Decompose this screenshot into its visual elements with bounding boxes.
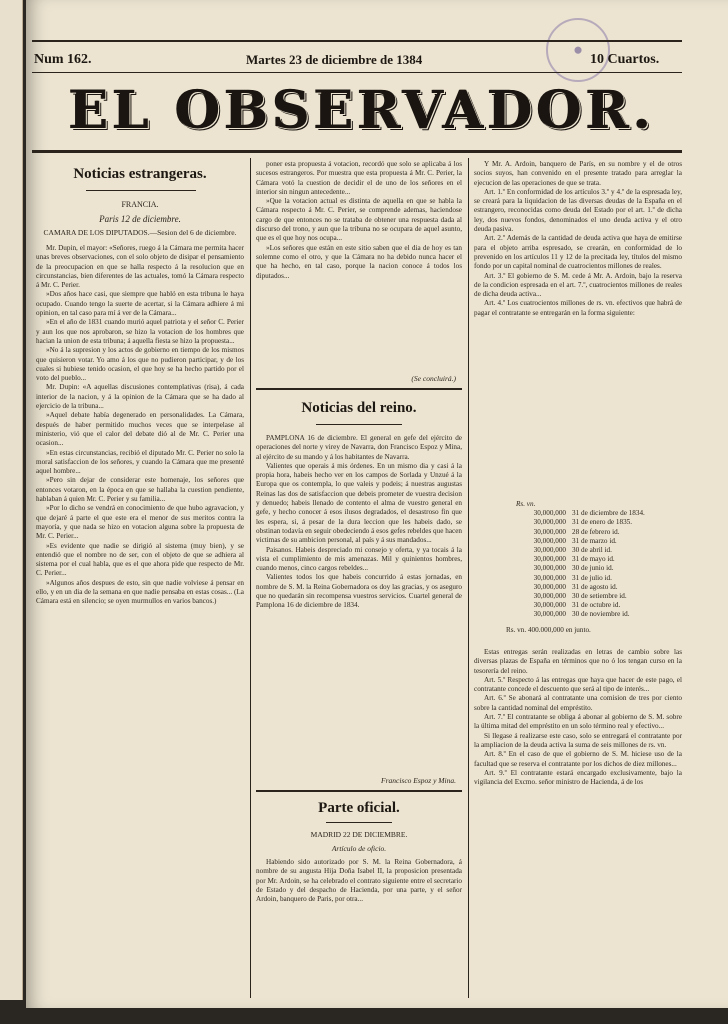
paragraph: Y Mr. A. Ardoin, banquero de París, en su nombre y el de otros socios suyos, han convenido en el presente tratado para arreglar la ejecucion de las operaciones de que se trata. — [474, 160, 682, 187]
library-stamp: ⬤ — [546, 18, 610, 82]
date-cell: 30 de setiembre id. — [572, 592, 627, 601]
issue-date: Martes 23 de diciembre de 1384 — [246, 52, 423, 67]
paragraph: Valientes que operais á mis órdenes. En un mismo dia y casi á la propia hora, habeis hecho ver en los campos de Sorlada y Unzué á la Europa que os contempla, lo que valeis y podeis; á nuestras augustas Reinas las dos de satisfaccion que debeis prometer de vuestra decision y denuedo; habeis llenado de contento el alma de vuestro general en gefe, y hecho conocer á esos ilusos degradados, el desastroso fin que les espera, si, á pesar de la dura leccion que les habeis dado, se obstinan todavía en seguir obedeciendo á esos gefes rebeldes que hacen victimas de su ambicion personal, al país y á sus mandados... — [256, 461, 462, 545]
table-row — [496, 555, 682, 564]
section-official: Parte oficial. — [318, 800, 400, 816]
date-cell: 31 de marzo id. — [572, 536, 617, 545]
paragraph: »Por lo dicho se vendrá en conocimiento de que hubo agravacion, y que dejaré á parte el que este era el menor de sus meritos contra la mayoría, y que nada se hizo en votacion alguna sobre la propuesta de Mr. C. Perier... — [36, 504, 244, 541]
table-row — [496, 592, 682, 601]
header-rule-mid — [32, 72, 682, 73]
table-row — [496, 509, 682, 518]
amount-cell: 30,000,000 — [533, 509, 566, 518]
paragraph: Art. 7.º El contratante se obliga á abonar al gobierno de S. M. sobre la última mitad del empréstito en un solo término real y efectivo... — [474, 713, 682, 731]
header-rule-top — [32, 40, 682, 42]
amount-cell: 30,000,000 — [533, 610, 566, 619]
paragraph: Si llegase á realizarse este caso, solo se entregará el contratante por la ampliacion de la deuda activa la suma de seis millones de rs. vn. — [474, 731, 682, 749]
section-break-rule — [256, 388, 462, 390]
date-cell: 30 de noviembre id. — [572, 610, 630, 619]
table-row — [496, 574, 682, 583]
section-kingdom-rule — [316, 424, 402, 425]
amount-cell: 30,000,000 — [533, 536, 566, 545]
section-foreign-news: Noticias estrangeras. — [73, 166, 207, 182]
foreign-news-body — [36, 244, 244, 1004]
paragraph: Paisanos. Habeis despreciado mi consejo y oferta, y ya tocais á la vista el cumplimiento de mis amenazas. Mil y quinientos hombres, cuando menos, cinco cargos rebeldes... — [256, 545, 462, 573]
amount-cell: 30,000,000 — [533, 582, 566, 591]
paragraph: Art. 1.º En conformidad de los artículos 3.º y 4.º de la espresada ley, se creará para la liquidacion de las diversas deudas de la España en el estrangero, reconocidas como deuda del Estado por el art. 1.º de dicha ley, dos nuevos fondos, denominados el uno deuda activa y el otro deuda pasiva. — [474, 187, 682, 234]
paragraph: »Es evidente que nadie se dirigió al sistema (muy bien), y se entendió que el nombre no de ser, con el objeto de que se adhiera al sistema por el cual habla, que es el que ahora pide que respecto de Mr. C. Perier... — [36, 541, 244, 578]
amount-cell: 30,000,000 — [533, 573, 566, 582]
paragraph: Art. 4.º Los cuatrocientos millones de rs. vn. efectivos que habrá de pagar el contratante se entregarán en la forma siguiente: — [474, 299, 682, 317]
table-header: Rs. vn. — [516, 500, 536, 508]
amount-cell: 30,000,000 — [533, 527, 566, 536]
date-cell: 28 de febrero id. — [572, 527, 620, 536]
issue-price: 10 Cuartos. — [590, 52, 660, 67]
masthead-rule — [32, 150, 682, 153]
kingdom-news-body — [256, 434, 462, 774]
paragraph: »Pero sin dejar de considerar este homenaje, los señores que entonces votaron, en la época en que se hallaba la cuestion pendiente, hablaban á quien Mr. C. Perier y su familia... — [36, 476, 244, 504]
column-divider-1 — [250, 158, 251, 998]
amount-cell: 30,000,000 — [533, 518, 566, 527]
date-cell: 31 de enero de 1835. — [572, 518, 633, 527]
amount-cell: 30,000,000 — [533, 601, 566, 610]
table-row — [496, 537, 682, 546]
payment-schedule-table — [496, 500, 682, 635]
date-cell: 31 de octubre id. — [572, 601, 621, 610]
paragraph: »No á la supresion y los actos de gobierno en tiempo de los mismos que quisieron votar. Yo amo á los que no pudieron participar, y de los cuales si hubiese tenido ocasion, el que hoy se ha hecho partido por el voto del pueblo... — [36, 346, 244, 383]
paragraph: Estas entregas serán realizadas en letras de cambio sobre las diversas plazas de España en términos que no ó los tengan curso en la tesorería del reino. — [474, 648, 682, 675]
table-row — [496, 564, 682, 573]
date-cell: 31 de mayo id. — [572, 555, 615, 564]
paragraph: poner esta propuesta á votacion, recordó que solo se aplicaba á los sucesos estrangeros. Por muestra que esta propuesta á Mr. C. Perier, la Cámara votó la cuestion de decidir el de uno de los señores en el interior sin ningun antecedente... — [256, 160, 462, 196]
contract-articles-continued — [474, 648, 682, 1004]
country-heading: FRANCIA. — [121, 200, 159, 209]
signature: Francisco Espoz y Mina. — [381, 776, 456, 785]
table-row — [496, 583, 682, 592]
paragraph: Mr. Dupin, el mayor: «Señores, ruego á la Cámara me permita hacer unas breves observaciones, con el solo objeto de disipar el pensamiento de la preocupacion en que se halla respecto á la resolucion que en circunstancias, bien diferentes de las actuales, tomó la Cámara respecto á Mr. C. Perier. — [36, 244, 244, 290]
table-row — [496, 610, 682, 619]
paragraph: Art. 6.º Se abonará al contratante una comision de tres por ciento sobre la cantidad nominal del empréstito. — [474, 694, 682, 712]
column-divider-2 — [468, 158, 469, 998]
paragraph: »Aquel debate había degenerado en personalidades. La Cámara, después de haber permitido muchos veces que se interpelase al ministerio, vió que el calor del debate dió al de Mr. C. Perier una ocasion... — [36, 411, 244, 448]
paragraph: Mr. Dupin: «A aquellas discusiones contemplativas (risa), á cada interior de la nacion, y á la opinion de la Cámara que se ha dado al ejercicio de la tribuna... — [36, 383, 244, 411]
date-cell: 30 de abril id. — [572, 546, 612, 555]
section-official-rule — [326, 822, 392, 823]
continuation-note: (Se concluirá.) — [411, 374, 456, 383]
newspaper-page — [26, 0, 728, 1008]
paragraph: Art. 8.º En el caso de que el gobierno de S. M. hiciese uso de la facultad que se reserva el contratante por los dichos de diez millones... — [474, 750, 682, 768]
date-cell: 31 de agosto id. — [572, 582, 618, 591]
section-kingdom-news: Noticias del reino. — [301, 400, 417, 416]
continued-article-body — [256, 160, 462, 372]
table-row — [496, 546, 682, 555]
paragraph: Habiendo sido autorizado por S. M. la Reina Gobernadora, á nombre de su augusta Hija Doña Isabel II, la proposicion presentada por Mr. Ardoin, se ha celebrado el contrato siguiente entre el secretario de Estado y del despacho de Hacienda, por una parte, y el señor Ardoin, banquero de Paris, por otra... — [256, 858, 462, 904]
official-article-title: Artículo de oficio. — [331, 844, 387, 853]
paragraph: Valientes todos los que habeis concurrido á estas jornadas, en nombre de S. M. la Reina Gobernadora os doy las gracias, y os aseguro que no quedarán sin recompensa vuestros servicios. Cuartel general de Pamplona 16 de diciembre de 1834. — [256, 573, 462, 610]
contract-articles — [474, 160, 682, 500]
official-body — [256, 858, 462, 998]
paragraph: »Que la votacion actual es distinta de aquella en que se habla la Cámara respecto á Mr. C. Perier, se comprende ademas, haciendose cargo de que entonces no se trataba de obtener una respuesta dada al discurso del trono, y aun que la tribuna no se ocupara de aquel asunto, que es el que hoy nos ocupa... — [256, 197, 462, 243]
paragraph: »Algunos años despues de esto, sin que nadie volviese á pensar en ello, y en un dia de la semana en que nadie pensaba en estas cosas... (La Cámara está en silencio; se oyen murmullos en varios bancos.) — [36, 578, 244, 606]
date-cell: 31 de julio id. — [572, 573, 612, 582]
table-row — [496, 528, 682, 537]
section-break-rule-2 — [256, 790, 462, 792]
table-row — [496, 518, 682, 527]
amount-cell: 30,000,000 — [533, 555, 566, 564]
paragraph: Art. 9.º El contratante estará encargado exclusivamente, bajo la vigilancia del Excmo. señor ministro de Hacienda, á de los — [474, 768, 682, 787]
paragraph: »Los señores que están en este sitio saben que el dia de hoy es tan solemne como el otro, y que la Cámara no ha debido nunca hacer el que ha hecho, en tal caso, porque la nacion conoce á todos los diputados... — [256, 243, 462, 280]
masthead-title: EL OBSERVADOR. — [68, 80, 656, 141]
official-dateline: MADRID 22 DE DICIEMBRE. — [310, 830, 408, 839]
paragraph: Art. 2.º Además de la cantidad de deuda activa que haya de emitirse para el objeto arriba espresado, se crearán, en conformidad de lo prevenido en los artículos 11 y 12 de la precitada ley, títulos del mismo fondo por un capital nominal de cuatrocientos millones de reales. — [474, 234, 682, 271]
issue-number: Num 162. — [34, 52, 92, 67]
amount-cell: 30,000,000 — [533, 546, 566, 555]
table-row — [496, 601, 682, 610]
dateline: Paris 12 de diciembre. — [99, 214, 181, 224]
section-foreign-rule — [86, 190, 196, 191]
paragraph: Art. 3.º El gobierno de S. M. cede á Mr. A. Ardoin, bajo la reserva de la condicion espresada en el art. 7.º, cuatrocientos millones de reales de dicha deuda activa... — [474, 271, 682, 299]
date-cell: 30 de junio id. — [572, 564, 614, 573]
amount-cell: 30,000,000 — [533, 592, 566, 601]
session-heading: CAMARA DE LOS DIPUTADOS.—Sesion del 6 de diciembre. — [43, 228, 237, 237]
amount-cell: 30,000,000 — [533, 564, 566, 573]
paragraph: PAMPLONA 16 de diciembre. El general en gefe del ejército de operaciones del norte y virey de Navarra, don Francisco Espoz y Mina, al ejército de su mando y á los habitantes de Navarra. — [256, 434, 462, 461]
table-total: Rs. vn. 400.000,000 en junto. — [506, 625, 591, 634]
paragraph: Art. 5.º Respecto á las entregas que haya que hacer de este pago, el contratante concede el descuento que será al tipo de interés... — [474, 675, 682, 694]
paragraph: »En estas circunstancias, recibió el diputado Mr. C. Perier no solo la moral satisfaccion de los señores, y cuando la Cámara que me presenté aquel hombre... — [36, 448, 244, 476]
adjacent-page-edge — [0, 0, 23, 1000]
paragraph: »Dos años hace casi, que siempre que habló en esta tribuna le haya ocupado. Cuando tengo la suerte de acertar, si la Cámara adhiere á mi opinion, en tal caso para mí á ver de la Cámara... — [36, 290, 244, 318]
paragraph: »En el año de 1831 cuando murió aquel patriota y el señor C. Perier y aun los que nos aprobaron, se hizo la votacion de los hombres que hacian la union de esta tribuna; á aquella fiesta se hizo la propuesta... — [36, 318, 244, 345]
date-cell: 31 de diciembre de 1834. — [572, 509, 645, 518]
